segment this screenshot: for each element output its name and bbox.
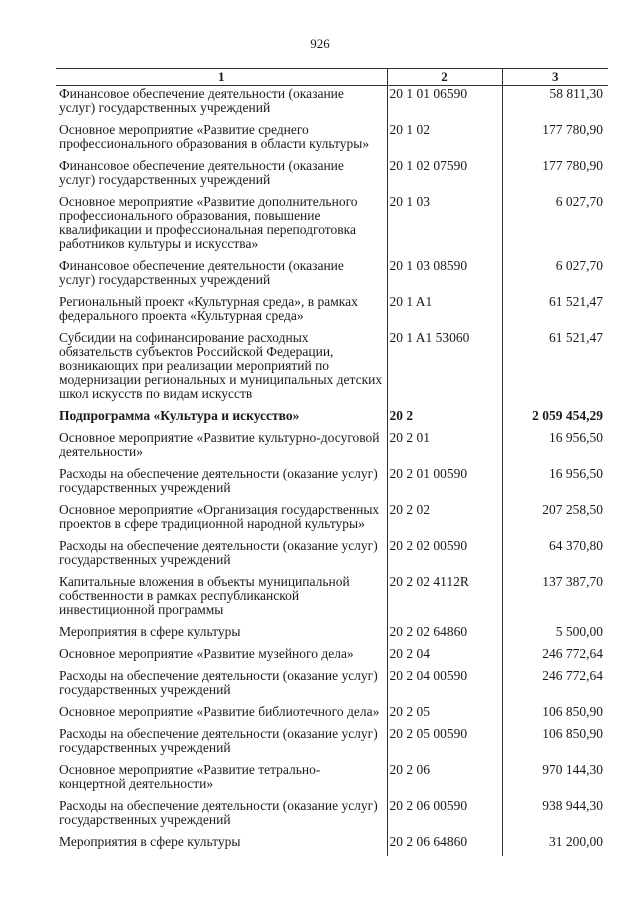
row-name-cell: Основное мероприятие «Развитие тетрально-концертной деятельности» (59, 762, 321, 791)
row-amount-cell: 938 944,30 (502, 798, 608, 834)
row-name-cell: Мероприятия в сфере культуры (59, 624, 241, 639)
row-code-cell: 20 2 01 (387, 430, 502, 466)
row-name-cell: Расходы на обеспечение деятельности (оказание услуг) государственных учреждений (59, 798, 378, 827)
row-name-cell: Основное мероприятие «Развитие музейного дела» (59, 646, 354, 661)
row-name-cell: Подпрограмма «Культура и искусство» (59, 408, 300, 423)
row-code-cell: 20 1 02 07590 (387, 158, 502, 194)
row-code-cell: 20 1 02 (387, 122, 502, 158)
table-row (56, 294, 608, 330)
table-row (56, 122, 608, 158)
row-name-cell: Расходы на обеспечение деятельности (оказание услуг) государственных учреждений (59, 538, 378, 567)
row-name-cell: Финансовое обеспечение деятельности (оказание услуг) государственных учреждений (59, 158, 344, 187)
row-code-cell: 20 2 01 00590 (387, 466, 502, 502)
table-row (56, 466, 608, 502)
row-name-cell: Расходы на обеспечение деятельности (оказание услуг) государственных учреждений (59, 668, 378, 697)
row-amount-cell: 177 780,90 (502, 122, 608, 158)
row-amount-cell: 246 772,64 (502, 668, 608, 704)
row-code-cell: 20 2 05 00590 (387, 726, 502, 762)
table-row (56, 704, 608, 726)
table-row (56, 624, 608, 646)
row-code-cell: 20 1 03 08590 (387, 258, 502, 294)
row-name-cell: Основное мероприятие «Развитие библиотечного дела» (59, 704, 380, 719)
table-row (56, 330, 608, 408)
row-code-cell: 20 1 A1 (387, 294, 502, 330)
row-code-cell: 20 1 A1 53060 (387, 330, 502, 408)
row-name-cell: Финансовое обеспечение деятельности (оказание услуг) государственных учреждений (59, 258, 344, 287)
row-code-cell: 20 2 06 64860 (387, 834, 502, 856)
row-amount-cell: 137 387,70 (502, 574, 608, 624)
row-name-cell: Основное мероприятие «Развитие среднего профессионального образования в области культуры» (59, 122, 370, 151)
row-amount-cell: 177 780,90 (502, 158, 608, 194)
table-row (56, 194, 608, 258)
row-name-cell: Основное мероприятие «Развитие дополнительного профессионального образования, повышение квалификации и профессиональная переподготовка работников культуры и искусства» (59, 194, 358, 251)
table-body (56, 86, 608, 857)
row-amount-cell: 2 059 454,29 (502, 408, 608, 430)
row-amount-cell: 207 258,50 (502, 502, 608, 538)
row-code-cell: 20 2 (387, 408, 502, 430)
table-row (56, 258, 608, 294)
table-row (56, 502, 608, 538)
row-amount-cell: 58 811,30 (502, 86, 608, 123)
table-row (56, 762, 608, 798)
row-code-cell: 20 1 03 (387, 194, 502, 258)
row-amount-cell: 6 027,70 (502, 194, 608, 258)
row-name-cell: Капитальные вложения в объекты муниципальной собственности в рамках республиканской инвестиционной программы (59, 574, 350, 617)
row-amount-cell: 106 850,90 (502, 704, 608, 726)
table-header-row (56, 69, 608, 86)
row-name-cell: Расходы на обеспечение деятельности (оказание услуг) государственных учреждений (59, 726, 378, 755)
row-code-cell: 20 2 02 (387, 502, 502, 538)
table-row (56, 646, 608, 668)
row-amount-cell: 61 521,47 (502, 330, 608, 408)
row-amount-cell: 16 956,50 (502, 466, 608, 502)
table-row (56, 430, 608, 466)
table-row (56, 158, 608, 194)
row-name-cell: Региональный проект «Культурная среда», в рамках федерального проекта «Культурная среда» (59, 294, 358, 323)
table-row (56, 86, 608, 123)
column-header-amount: 3 (502, 69, 608, 86)
row-amount-cell: 5 500,00 (502, 624, 608, 646)
table-row (56, 798, 608, 834)
row-name-cell: Основное мероприятие «Развитие культурно-досуговой деятельности» (59, 430, 380, 459)
row-amount-cell: 16 956,50 (502, 430, 608, 466)
row-code-cell: 20 2 05 (387, 704, 502, 726)
table-row (56, 574, 608, 624)
row-amount-cell: 61 521,47 (502, 294, 608, 330)
row-amount-cell: 106 850,90 (502, 726, 608, 762)
row-amount-cell: 6 027,70 (502, 258, 608, 294)
row-code-cell: 20 2 02 00590 (387, 538, 502, 574)
row-code-cell: 20 2 02 64860 (387, 624, 502, 646)
column-header-code: 2 (387, 69, 502, 86)
row-amount-cell: 246 772,64 (502, 646, 608, 668)
row-code-cell: 20 2 04 (387, 646, 502, 668)
table-row (56, 538, 608, 574)
column-header-name: 1 (56, 69, 387, 86)
page-number: 926 (310, 36, 330, 51)
row-name-cell: Расходы на обеспечение деятельности (оказание услуг) государственных учреждений (59, 466, 378, 495)
table-row (56, 834, 608, 856)
row-code-cell: 20 2 06 (387, 762, 502, 798)
row-name-cell: Основное мероприятие «Организация государственных проектов в сфере традиционной народной культуры» (59, 502, 380, 531)
budget-table (56, 68, 608, 856)
row-code-cell: 20 2 04 00590 (387, 668, 502, 704)
row-amount-cell: 970 144,30 (502, 762, 608, 798)
row-code-cell: 20 1 01 06590 (387, 86, 502, 123)
row-name-cell: Финансовое обеспечение деятельности (оказание услуг) государственных учреждений (59, 86, 344, 115)
row-amount-cell: 31 200,00 (502, 834, 608, 856)
row-code-cell: 20 2 06 00590 (387, 798, 502, 834)
row-name-cell: Мероприятия в сфере культуры (59, 834, 241, 849)
row-name-cell: Субсидии на софинансирование расходных обязательств субъектов Российской Федерации, возникающих при реализации мероприятий по модернизации региональных и муниципальных детских школ искусств по видам искусств (59, 330, 383, 401)
row-amount-cell: 64 370,80 (502, 538, 608, 574)
row-code-cell: 20 2 02 4112R (387, 574, 502, 624)
table-row (56, 408, 608, 430)
table-row (56, 668, 608, 704)
table-row (56, 726, 608, 762)
